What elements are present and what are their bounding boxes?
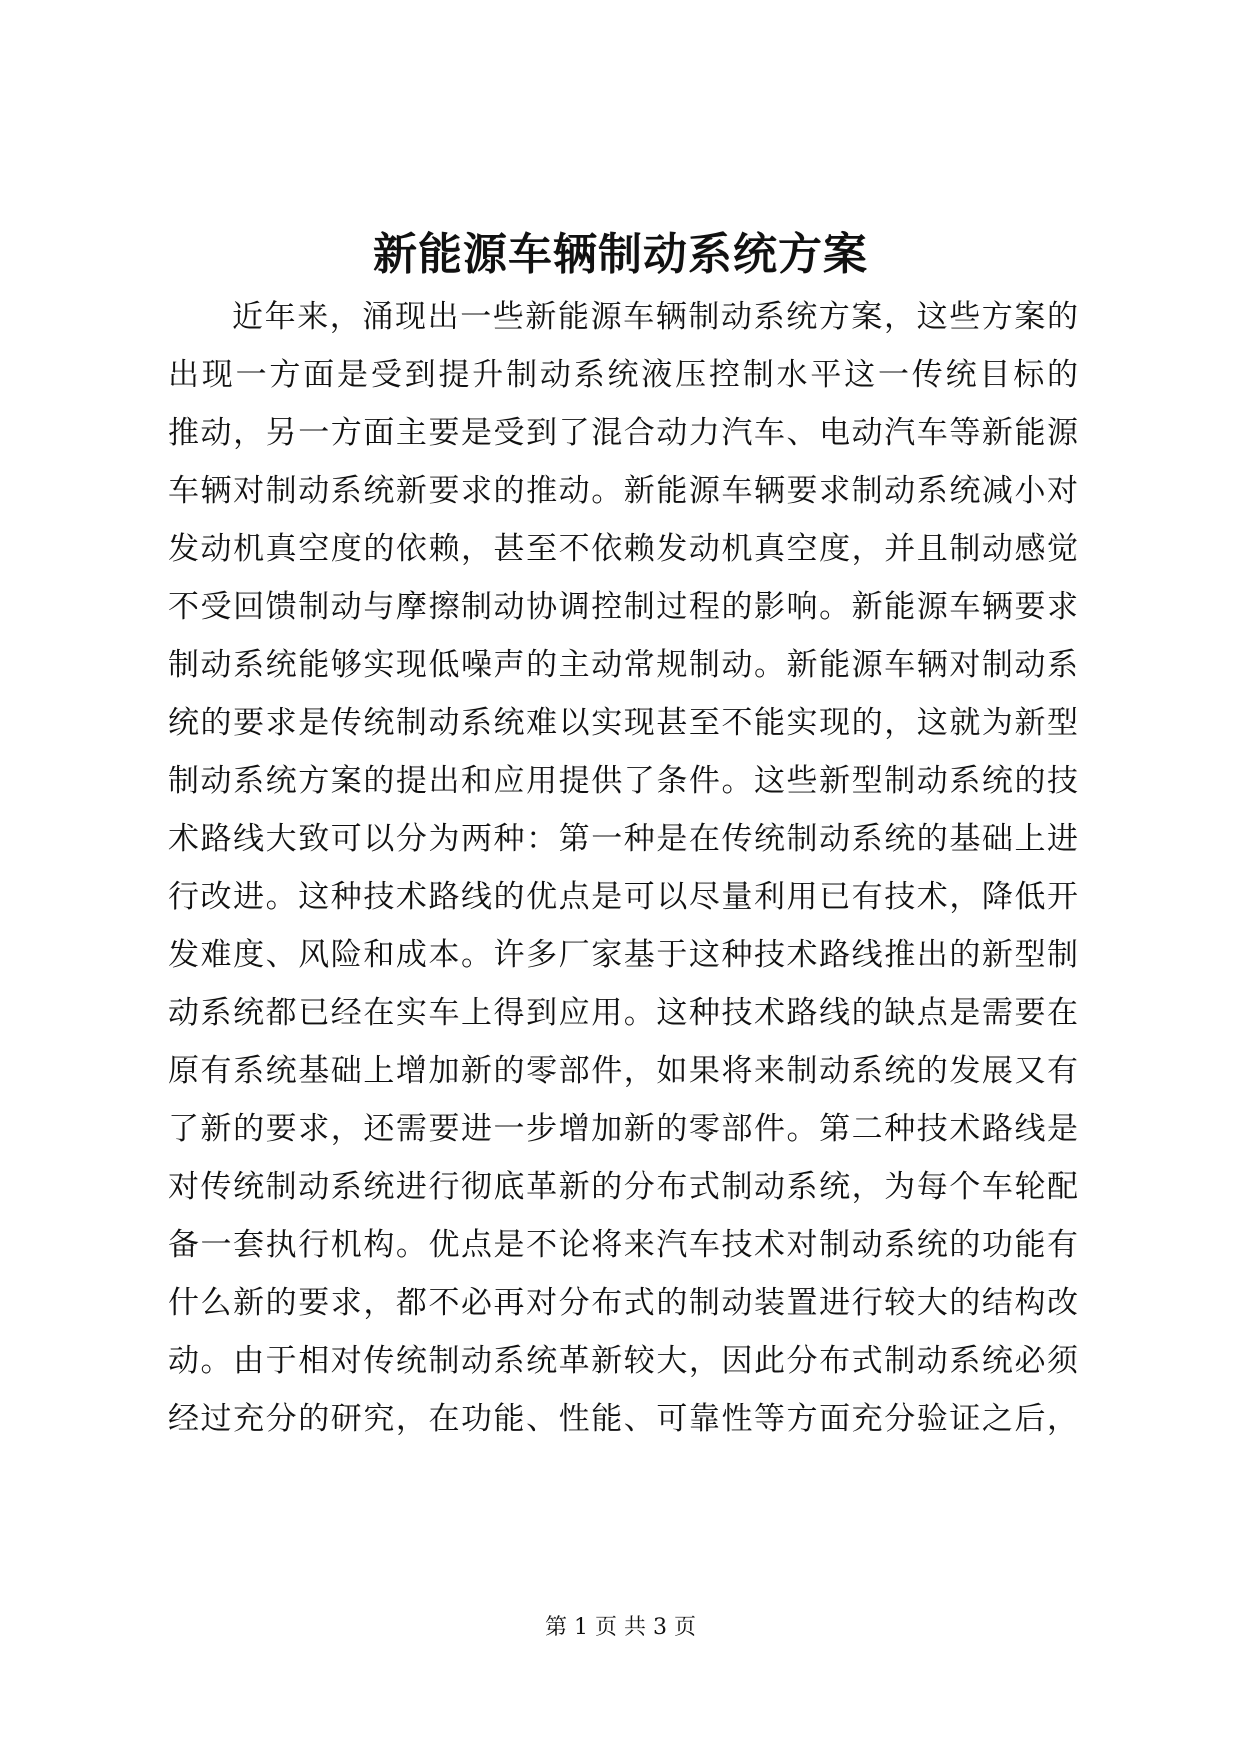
paragraph-line: 动系统都已经在实车上得到应用。这种技术路线的缺点是需要在 [168,995,1078,1031]
paragraph-line: 发动机真空度的依赖，甚至不依赖发动机真空度，并且制动感觉 [168,531,1078,567]
page-indicator: 第 1 页 共 3 页 [545,1615,696,1640]
paragraph-line: 不受回馈制动与摩擦制动协调控制过程的影响。新能源车辆要求 [168,589,1078,625]
paragraph-line: 行改进。这种技术路线的优点是可以尽量利用已有技术，降低开 [168,879,1078,915]
paragraph-line: 推动，另一方面主要是受到了混合动力汽车、电动汽车等新能源 [168,415,1078,451]
paragraph-line: 出现一方面是受到提升制动系统液压控制水平这一传统目标的 [168,357,1078,393]
paragraph-line: 近年来，涌现出一些新能源车辆制动系统方案，这些方案的 [232,299,1078,335]
paragraph-line: 了新的要求，还需要进一步增加新的零部件。第二种技术路线是 [168,1111,1078,1147]
paragraph-line: 对传统制动系统进行彻底革新的分布式制动系统，为每个车轮配 [168,1169,1078,1205]
paragraph-line: 统的要求是传统制动系统难以实现甚至不能实现的，这就为新型 [168,705,1078,741]
paragraph-line: 车辆对制动系统新要求的推动。新能源车辆要求制动系统减小对 [168,473,1078,509]
paragraph-line: 动。由于相对传统制动系统革新较大，因此分布式制动系统必须 [168,1343,1078,1379]
paragraph-line: 原有系统基础上增加新的零部件，如果将来制动系统的发展又有 [168,1053,1078,1089]
paragraph-line: 发难度、风险和成本。许多厂家基于这种技术路线推出的新型制 [168,937,1078,973]
paragraph-line: 经过充分的研究，在功能、性能、可靠性等方面充分验证之后， [168,1401,1078,1437]
document-title: 新能源车辆制动系统方案 [373,229,868,280]
paragraph-line: 术路线大致可以分为两种：第一种是在传统制动系统的基础上进 [168,821,1078,857]
paragraph-line: 制动系统方案的提出和应用提供了条件。这些新型制动系统的技 [168,763,1078,799]
document-body [168,288,1078,1448]
paragraph-line: 制动系统能够实现低噪声的主动常规制动。新能源车辆对制动系 [168,647,1078,683]
paragraph-line: 什么新的要求，都不必再对分布式的制动装置进行较大的结构改 [168,1285,1078,1321]
page-footer [0,1610,1241,1641]
paragraph-line: 备一套执行机构。优点是不论将来汽车技术对制动系统的功能有 [168,1227,1078,1263]
